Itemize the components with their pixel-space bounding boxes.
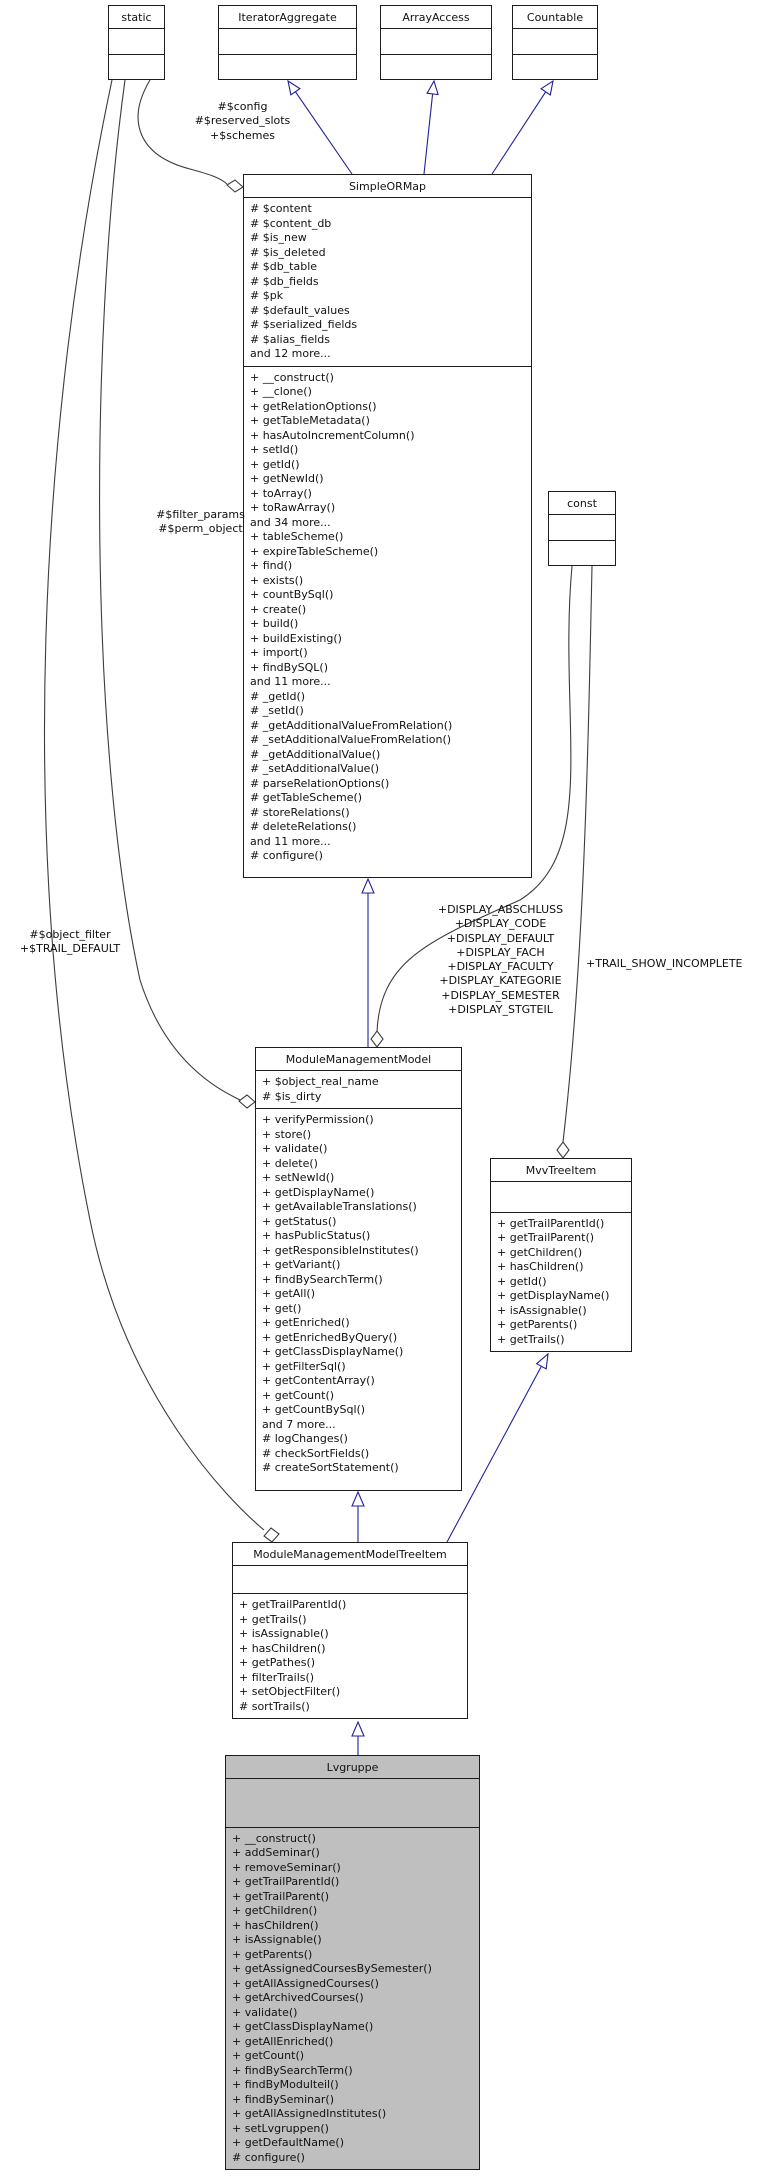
member-line: # $default_values — [250, 303, 350, 317]
diamond-mmti-top — [264, 1528, 279, 1542]
member-line: + getTrails() — [239, 1612, 307, 1626]
member-line: + getTrailParentId() — [497, 1216, 605, 1230]
attributes-section — [256, 1071, 461, 1109]
member-line: # _getId() — [250, 689, 306, 703]
member-line: + validate() — [232, 2005, 298, 2019]
member-line: and 34 more... — [250, 515, 331, 529]
methods-section — [549, 541, 615, 566]
arrow-arrayaccess — [427, 81, 438, 95]
class-node-modulemanagementmodel[interactable] — [255, 1047, 462, 1491]
member-line: + removeSeminar() — [232, 1860, 341, 1874]
member-line: + getTrails() — [497, 1332, 565, 1346]
member-line: + getTrailParentId() — [232, 1875, 340, 1888]
member-line: + countBySql() — [250, 588, 334, 601]
member-line: + getTrailParent() — [497, 1231, 595, 1244]
member-line: # _setAdditionalValue() — [250, 762, 380, 775]
member-line: + getCount() — [232, 2049, 305, 2062]
methods-section — [244, 367, 531, 878]
class-node-const[interactable] — [548, 491, 616, 566]
class-title: ModuleManagementModel — [256, 1048, 461, 1071]
member-line: + import() — [250, 646, 308, 659]
member-line: # $is_new — [250, 231, 307, 244]
edge-const-mvvtreeitem — [563, 566, 592, 1142]
member-line: + store() — [262, 1127, 312, 1141]
attributes-section — [513, 29, 597, 55]
member-line: +$schemes — [210, 128, 275, 142]
member-line: + getTableMetadata() — [250, 414, 370, 427]
edge-sor-countable — [492, 92, 546, 174]
member-line: + getParents() — [232, 1947, 313, 1961]
member-line: + findBySeminar() — [232, 2092, 334, 2106]
member-line: +DISPLAY_CODE — [454, 917, 547, 931]
member-line: # deleteRelations() — [250, 820, 357, 833]
arrow-countable — [541, 81, 553, 95]
member-line: + addSeminar() — [232, 1846, 320, 1859]
methods-section — [513, 55, 597, 80]
member-line: + hasChildren() — [232, 1918, 319, 1932]
member-line: + __construct() — [232, 1831, 316, 1845]
member-line: + getChildren() — [497, 1245, 583, 1259]
member-line: + findBySQL() — [250, 660, 329, 674]
class-node-arrayaccess[interactable] — [380, 5, 492, 80]
attributes-section — [109, 29, 164, 55]
member-line: + getDefaultName() — [232, 2136, 345, 2149]
member-line: + getContentArray() — [262, 1374, 375, 1387]
member-line: # $content_db — [250, 216, 332, 230]
member-line: # $serialized_fields — [250, 318, 358, 331]
class-node-lvgruppe[interactable] — [225, 1755, 480, 2170]
member-line: + getDisplayName() — [262, 1185, 375, 1199]
member-line: # configure() — [232, 2150, 305, 2164]
class-node-modulemanagementmodeltreeitem[interactable] — [232, 1542, 468, 1719]
member-line: + getEnrichedByQuery() — [262, 1330, 398, 1344]
class-node-iteratoraggregate[interactable] — [218, 5, 357, 80]
member-line: + validate() — [262, 1142, 328, 1155]
member-line: #$reserved_slots — [194, 114, 291, 128]
member-line: + getAssignedCoursesBySemester() — [232, 1962, 432, 1975]
member-line: + getChildren() — [232, 1904, 318, 1917]
edge-label-config — [175, 100, 310, 143]
member-line: +DISPLAY_ABSCHLUSS — [437, 903, 564, 916]
member-line: + isAssignable() — [239, 1627, 329, 1640]
member-line: + setId() — [250, 443, 299, 456]
member-line: + expireTableScheme() — [250, 544, 379, 558]
member-line: # createSortStatement() — [262, 1461, 399, 1474]
attributes-section — [491, 1182, 631, 1213]
member-line: +DISPLAY_STGTEIL — [448, 1003, 553, 1017]
member-line: # checkSortFields() — [262, 1446, 370, 1460]
member-line: + __construct() — [250, 370, 334, 384]
member-line: + findBySearchTerm() — [232, 2063, 353, 2077]
member-line: +DISPLAY_KATEGORIE — [439, 974, 562, 988]
methods-section — [381, 55, 491, 80]
member-line: # $content — [250, 202, 312, 215]
member-line: + hasChildren() — [239, 1641, 326, 1655]
member-line: + getDisplayName() — [497, 1289, 610, 1302]
member-line: + buildExisting() — [250, 631, 342, 645]
member-line: + setNewId() — [262, 1171, 335, 1184]
member-line: + getCountBySql() — [262, 1403, 366, 1416]
member-line: #$config — [217, 100, 268, 113]
member-line: + exists() — [250, 573, 304, 587]
member-line: # _getAdditionalValueFromRelation() — [250, 718, 453, 732]
class-title: const — [549, 492, 615, 515]
member-line: + getId() — [497, 1274, 547, 1288]
member-line: + isAssignable() — [232, 1933, 322, 1946]
edge-static-mmti — [44, 80, 264, 1530]
arrow-iteratoraggregate — [288, 81, 300, 95]
member-line: # $db_table — [250, 260, 318, 273]
member-line: # configure() — [250, 849, 323, 862]
member-line: # logChanges() — [262, 1432, 348, 1445]
member-line: and 11 more... — [250, 834, 331, 848]
edge-sor-arrayaccess — [424, 94, 433, 174]
member-line: +TRAIL_SHOW_INCOMPLETE — [586, 957, 743, 970]
member-line: + verifyPermission() — [262, 1113, 374, 1126]
class-title: SimpleORMap — [244, 175, 531, 198]
member-line: +DISPLAY_SEMESTER — [441, 988, 560, 1002]
member-line: + getAvailableTranslations() — [262, 1200, 417, 1213]
member-line: + hasAutoIncrementColumn() — [250, 428, 415, 442]
member-line: + getCount() — [262, 1388, 335, 1402]
member-line: # storeRelations() — [250, 805, 350, 819]
class-node-countable[interactable] — [512, 5, 598, 80]
member-line: and 7 more... — [262, 1417, 336, 1431]
member-line: + getClassDisplayName() — [262, 1345, 404, 1358]
diamond-mvvtreeitem-top — [557, 1142, 569, 1158]
member-line: + find() — [250, 559, 293, 572]
member-line: + setLvgruppen() — [232, 2121, 329, 2135]
member-line: + findBySearchTerm() — [262, 1272, 383, 1286]
diamond-mmm-left — [239, 1095, 255, 1108]
diamond-mmm-top — [371, 1031, 383, 1047]
member-line: + filterTrails() — [239, 1670, 315, 1684]
class-title: Lvgruppe — [226, 1756, 479, 1779]
member-line: # _setId() — [250, 704, 304, 717]
arrow-mmm — [352, 1492, 364, 1506]
class-node-mvvtreeitem[interactable] — [490, 1158, 632, 1352]
edge-label-filter-params — [143, 508, 258, 537]
methods-section — [219, 55, 356, 80]
member-line: + getNewId() — [250, 472, 324, 485]
member-line: # sortTrails() — [239, 1699, 310, 1713]
member-line: # $db_fields — [250, 274, 319, 288]
arrow-mvvtreeitem — [537, 1354, 548, 1369]
member-line: + isAssignable() — [497, 1303, 587, 1317]
member-line: + create() — [250, 602, 307, 616]
member-line: and 12 more... — [250, 347, 331, 360]
methods-section — [491, 1213, 631, 1352]
member-line: # getTableScheme() — [250, 791, 363, 804]
member-line: + get() — [262, 1301, 302, 1315]
member-line: # _getAdditionalValue() — [250, 747, 381, 761]
class-title: ArrayAccess — [381, 6, 491, 29]
member-line: + getResponsibleInstitutes() — [262, 1243, 419, 1257]
attributes-section — [381, 29, 491, 55]
member-line: + getPathes() — [239, 1656, 316, 1669]
member-line: + findByModulteil() — [232, 2078, 339, 2091]
member-line: + getStatus() — [262, 1214, 337, 1228]
arrow-simpleormap — [362, 879, 374, 893]
member-line: + getId() — [250, 457, 300, 471]
member-line: +$TRAIL_DEFAULT — [19, 942, 121, 956]
member-line: + setObjectFilter() — [239, 1685, 341, 1698]
class-title: IteratorAggregate — [219, 6, 356, 29]
member-line: +DISPLAY_FACH — [456, 945, 545, 959]
member-line: + getClassDisplayName() — [232, 2020, 374, 2033]
member-line: + getParents() — [497, 1318, 578, 1331]
member-line: # $alias_fields — [250, 332, 331, 346]
attributes-section — [549, 515, 615, 541]
class-node-simpleormap[interactable] — [243, 174, 532, 878]
member-line: #$object_filter — [29, 928, 111, 941]
member-line: #$filter_params — [156, 508, 245, 521]
attributes-section — [244, 198, 531, 367]
member-line: + __clone() — [250, 385, 312, 398]
class-title: ModuleManagementModelTreeItem — [233, 1543, 467, 1566]
methods-section — [233, 1594, 467, 1718]
member-line: + build() — [250, 617, 299, 630]
member-line: + getArchivedCourses() — [232, 1991, 364, 2004]
attributes-section — [219, 29, 356, 55]
member-line: and 11 more... — [250, 675, 331, 688]
member-line: + toArray() — [250, 486, 312, 500]
edge-label-object-filter — [15, 928, 125, 957]
member-line: +DISPLAY_DEFAULT — [446, 931, 555, 945]
member-line: + getAll() — [262, 1287, 315, 1300]
class-title: MvvTreeItem — [491, 1159, 631, 1182]
member-line: + getEnriched() — [262, 1316, 350, 1329]
methods-section — [226, 1828, 479, 2170]
member-line: + getVariant() — [262, 1258, 341, 1271]
class-node-static[interactable] — [108, 5, 165, 80]
member-line: #$perm_object — [158, 522, 243, 536]
attributes-section — [233, 1566, 467, 1594]
diamond-simpleormap — [227, 180, 243, 192]
member-line: + getAllAssignedCourses() — [232, 1976, 379, 1990]
member-line: + toRawArray() — [250, 501, 336, 514]
edge-label-display-constants — [418, 903, 583, 1017]
member-line: + $object_real_name — [262, 1075, 379, 1088]
member-line: + hasChildren() — [497, 1260, 584, 1273]
member-line: + getAllEnriched() — [232, 2034, 334, 2048]
member-line: + delete() — [262, 1156, 318, 1170]
class-title: static — [109, 6, 164, 29]
member-line: + getRelationOptions() — [250, 399, 377, 413]
member-line: # $is_dirty — [262, 1089, 322, 1103]
member-line: + tableScheme() — [250, 530, 344, 543]
member-line: # _setAdditionalValueFromRelation() — [250, 733, 452, 746]
arrow-mmti — [352, 1722, 364, 1736]
member-line: + getAllAssignedInstitutes() — [232, 2107, 387, 2120]
member-line: + getTrailParentId() — [239, 1598, 347, 1611]
member-line: + hasPublicStatus() — [262, 1229, 371, 1242]
class-title: Countable — [513, 6, 597, 29]
member-line: # parseRelationOptions() — [250, 776, 390, 790]
methods-section — [109, 55, 164, 80]
edge-label-trail-show-incomplete — [586, 957, 778, 971]
member-line: # $pk — [250, 289, 284, 302]
member-line: +DISPLAY_FACULTY — [447, 960, 554, 974]
member-line: # $is_deleted — [250, 245, 326, 259]
member-line: + getFilterSql() — [262, 1359, 346, 1373]
methods-section — [256, 1109, 461, 1490]
member-line: + getTrailParent() — [232, 1889, 330, 1903]
attributes-section — [226, 1779, 479, 1828]
